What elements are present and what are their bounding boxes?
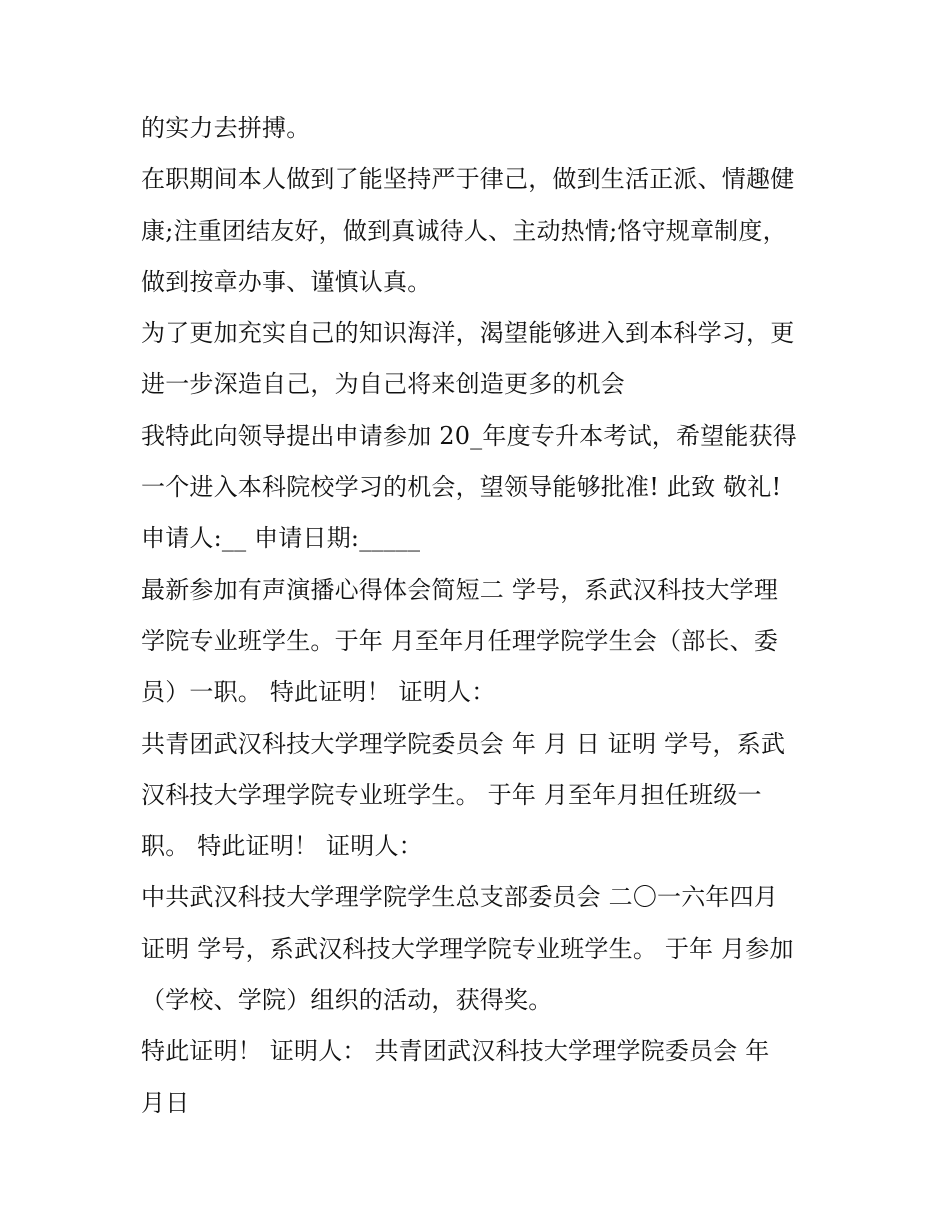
text-line: 为了更加充实自己的知识海洋，渴望能够进入到本科学习，更 (141, 319, 795, 348)
text-line: 汉科技大学理学院专业班学生。 于年 月至年月担任班级一 (141, 780, 762, 809)
text-line: 做到按章办事、谨慎认真。 (141, 267, 432, 296)
text-line: 康;注重团结友好，做到真诚待人、主动热情;恪守规章制度， (141, 216, 787, 245)
text-line: 中共武汉科技大学理学院学生总支部委员会 二〇一六年四月 (141, 883, 779, 912)
text-line: 申请人:__ 申请日期:_____ (141, 524, 421, 553)
document-body (141, 108, 821, 1134)
text-line: 员）一职。 特此证明！ 证明人： (141, 678, 496, 707)
text-line: 在职期间本人做到了能坚持严于律己，做到生活正派、情趣健 (141, 165, 795, 194)
text-line: 一个进入本科院校学习的机会，望领导能够批准! 此致 敬礼! (141, 473, 782, 502)
text-line: 的实力去拼搏。 (141, 114, 311, 142)
text-line: 学院专业班学生。于年 月至年月任理学院学生会（部长、委 (141, 626, 779, 655)
text-line: 进一步深造自己，为自己将来创造更多的机会 (141, 370, 625, 399)
text-line: （学校、学院）组织的活动，获得奖。 (141, 986, 553, 1015)
text-line: 特此证明！ 证明人： 共青团武汉科技大学理学院委员会 年 (141, 1037, 770, 1066)
text-line: 月日 (141, 1088, 190, 1117)
text-line: 职。 特此证明！ 证明人： (141, 832, 423, 861)
text-line: 我特此向领导提出申请参加 20_年度专升本考试，希望能获得 (141, 421, 797, 450)
text-line: 证明 学号，系武汉科技大学理学院专业班学生。 于年 月参加 (141, 934, 794, 963)
text-line: 共青团武汉科技大学理学院委员会 年 月 日 证明 学号，系武 (141, 729, 786, 758)
text-line: 最新参加有声演播心得体会简短二 学号，系武汉科技大学理 (141, 575, 779, 604)
